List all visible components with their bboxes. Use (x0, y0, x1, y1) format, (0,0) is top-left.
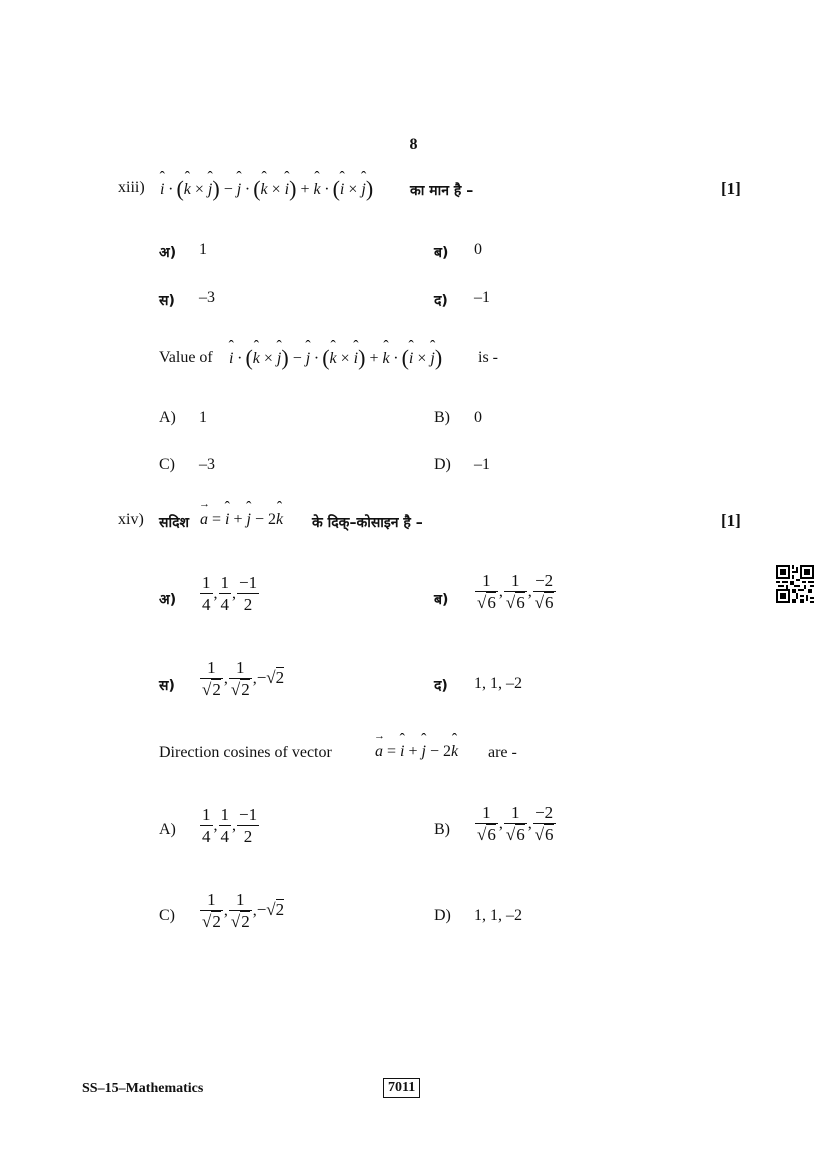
option-label: D) (434, 907, 451, 924)
option-label: द) (434, 678, 448, 694)
page-number: 8 (409, 136, 418, 153)
option-value: –1 (474, 289, 490, 306)
option-label: A) (159, 409, 176, 426)
option-label: ब) (434, 245, 449, 261)
option-label: B) (434, 409, 450, 426)
option-label: A) (159, 821, 176, 838)
option-label: अ) (159, 592, 177, 608)
qr-code (776, 565, 814, 603)
question-14-number: xiv) (118, 511, 144, 528)
question-13-marks: [1] (721, 179, 741, 198)
option-label: द) (434, 293, 448, 309)
option-value: 0 (474, 409, 482, 426)
option-value: –1 (474, 456, 490, 473)
option-value: 1, 1, –2 (474, 907, 522, 924)
option-label: C) (159, 907, 175, 924)
option-b-fractions: $\frac{1}{√6}$ , $\frac{1}{√6}$ , $\frac{-2}{√6}$ (477, 803, 554, 844)
option-c-fractions: $\frac{1}{√2}$ , $\frac{1}{√2}$ ,−√2 (202, 890, 285, 931)
question-14-hindi-suffix: के दिक्–कोसाइन है – (312, 515, 423, 531)
option-label: ब) (434, 592, 449, 608)
option-label: स) (159, 678, 175, 694)
option-label: स) (159, 293, 175, 309)
option-a-fractions: $\frac{1}{4}$ , $\frac{1}{4}$ , $\frac{-1}{2}$ (202, 805, 258, 846)
option-c-fractions: $\frac{1}{√2}$ , $\frac{1}{√2}$ ,−√2 (202, 658, 285, 699)
question-13-expression-english: i ̂ · (k ̂ × j ̂) − j ̂ · (k ̂ × i ̂) + k ̂ · (i ̂ × j ̂) (229, 345, 442, 371)
option-label: B) (434, 821, 450, 838)
option-value: 1 (199, 241, 207, 258)
footer-subject: SS–15–Mathematics (82, 1081, 204, 1096)
question-13-english-prefix: Value of (159, 349, 213, 366)
question-13-english-suffix: is - (478, 349, 498, 366)
question-13-expression-hindi: i ̂ · (k ̂ × j ̂) − j ̂ · (k ̂ × i ̂) + k ̂ · (i ̂ × j ̂) (160, 176, 373, 202)
question-14-hindi-prefix: सदिश (159, 515, 190, 531)
vector-expression: a → = i ̂ + j ̂ − 2k ̂ (375, 743, 458, 761)
vector-expression: a → = i ̂ + j ̂ − 2k ̂ (200, 511, 283, 529)
question-13-number: xiii) (118, 179, 145, 196)
question-14-marks: [1] (721, 511, 741, 530)
option-label: अ) (159, 245, 177, 261)
option-value: 1 (199, 409, 207, 426)
option-label: C) (159, 456, 175, 473)
question-14-english-suffix: are - (488, 744, 517, 761)
option-b-fractions: $\frac{1}{√6}$ , $\frac{1}{√6}$ , $\frac{-2}{√6}$ (477, 571, 554, 612)
paper-code: 7011 (383, 1078, 420, 1098)
option-label: D) (434, 456, 451, 473)
option-a-fractions: $\frac{1}{4}$ , $\frac{1}{4}$ , $\frac{-1}{2}$ (202, 573, 258, 614)
option-value: –3 (199, 289, 215, 306)
option-value: 0 (474, 241, 482, 258)
option-value: 1, 1, –2 (474, 675, 522, 692)
question-13-hindi-text: का मान है – (410, 183, 474, 199)
option-value: –3 (199, 456, 215, 473)
question-14-english-prefix: Direction cosines of vector (159, 744, 332, 761)
